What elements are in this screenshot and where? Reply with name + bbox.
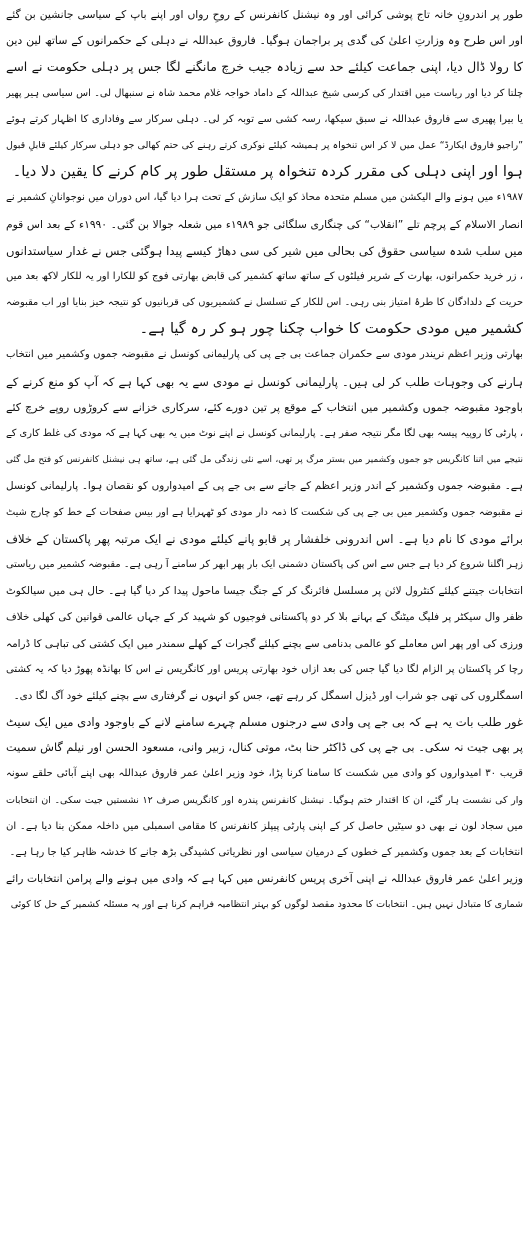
article-text-line: ہے۔ مقبوضہ جموں وکشمیر کے اندر وزیر اعظم کے جانے سے بی جے پی کے امیدواروں کو نقصان ہوا۔ پارلیمانی کونسل xyxy=(6,480,523,493)
article-text-line: یا بیرا پھیری سے فاروق عبداللہ نے سبق سیکھا، رسہ کشی سے توبہ کر لی۔ دہلی سرکار سے وفاداری کا اظہار کرتے ہوئے xyxy=(6,113,523,125)
article-body xyxy=(6,2,523,919)
article-text-line: انتخابات کے بعد جموں وکشمیر کے خطوں کے درمیان سیاسی اور نظریاتی کشیدگی بڑھ جانے کا خدشہ ظاہر کیا جا رہا ہے۔ xyxy=(9,847,523,858)
article-text-line: وار کی نشست ہار گئے، ان کا اقتدار ختم ہوگیا۔ نیشنل کانفرنس پندرہ اور کانگریس صرف ۱۲ نشستیں جیت سکی۔ ان انتخابات xyxy=(6,794,523,806)
article-text-line: برائے مودی کا نام دیا ہے۔ اس اندرونی خلفشار پر قابو پانے کیلئے مودی نے ایک مرتبہ پھر پاکستان کے خلاف xyxy=(6,531,523,546)
article-paragraph xyxy=(6,185,523,342)
article-text-line: بھارتی وزیر اعظم نریندر مودی سے حکمران جماعت بی جے پی کی پارلیمانی کونسل نے مقبوضہ جموں وکشمیر میں انتخاب xyxy=(6,349,523,361)
article-text-line: شماری کا متبادل نہیں ہیں۔ انتخابات کا محدود مقصد لوگوں کو بہتر انتظامیہ فراہم کرنا ہے اور یہ مسئلہ کشمیر کے حل کا کوئی xyxy=(10,899,523,911)
article-paragraph xyxy=(6,342,523,709)
article-text-line: قریب ۳۰ امیدواروں کو وادی میں شکست کا سامنا کرنا پڑا، خود وزیر اعلیٰ عمر فاروق عبداللہ بھی اپنے آبائی حلقے سونہ xyxy=(6,768,523,780)
article-text-line: وزیر اعلیٰ عمر فاروق عبداللہ نے اپنی آخری پریس کانفرنس میں کہا ہے کہ وادی میں ہونے والے پرامن انتخابات رائے xyxy=(6,872,523,886)
article-text-line: باوجود مقبوضہ جموں وکشمیر میں انتخاب کے موقع پر تین دورے کئے، سرکاری خزانے سے کروڑوں روپے خرچ کئے xyxy=(6,400,523,414)
article-text-line: اسمگلروں کی تھی جو شراب اور ڈیزل اسمگل کر رہے تھے، جس کو انہوں نے گرفتاری سے بچنے کیلئے خود آگ لگا دی۔ xyxy=(13,689,523,702)
article-text-line: زہر اگلنا شروع کر دیا ہے جس سے اس کی پاکستان دشمنی ایک بار پھر ابھر کر سامنے آ رہی ہے۔ مقبوضہ کشمیر میں ریاستی xyxy=(6,558,523,570)
article-text-line: ظفر وال سیکٹر پر فلیگ میٹنگ کے بہانے بلا کر دو پاکستانی فوجیوں کو شہید کر کے جہاں عالمی قوانین کی کھلی خلاف xyxy=(6,611,523,624)
article-text-line: ۱۹۸۷ء میں ہونے والے الیکشن میں مسلم متحدہ محاذ کو ایک سازش کے تحت ہرا دیا گیا، اس دوران میں نوجوانانِ کشمیر نے xyxy=(6,192,523,204)
article-text-line: نے مقبوضہ جموں وکشمیر میں بی جے پی کی شکست کا ذمہ دار مودی کو ٹھہرایا ہے اور بیس صفحات کے خط کو چارج شیٹ xyxy=(6,506,523,518)
article-text-line: رچا کر پاکستان پر الزام لگا دیا گیا جس کی بعد ازاں خود بھارتی پریس اور کانگریس نے اس کا بھانڈہ پھوڑ دیا کہ یہ کشتی xyxy=(6,663,523,675)
article-paragraph xyxy=(6,866,523,918)
article-text-line: کشمیر میں مودی حکومت کا خواب چکنا چور ہو کر رہ گیا ہے۔ xyxy=(139,320,523,338)
article-text-line: ، پارٹی کا روپیہ پیسہ بھی لگا مگر نتیجہ صفر ہے۔ پارلیمانی کونسل نے اپنے نوٹ میں یہ بھی کہا ہے کہ مودی کی غلط کاری کے xyxy=(6,428,523,439)
article-text-line: ہارنے کی وجوہات طلب کر لی ہیں۔ پارلیمانی کونسل نے مودی سے یہ بھی کہا ہے کہ آپ کو منع کرنے کے xyxy=(6,374,523,389)
article-text-line: میں سجاد لون نے بھی دو سیٹیں حاصل کر کے اپنی پارٹی پیپلز کانفرنس کا مقامی اسمبلی میں داخلہ ممکن بنا دیا ہے۔ ان xyxy=(6,820,523,832)
article-text-line: حریت کے دلدادگان کا طرۂ امتیاز بنی رہی۔ اس للکار کے تسلسل نے کشمیریوں کی قربانیوں کو نتیجہ خیز بنایا اور اب مقبوضہ xyxy=(6,297,523,309)
article-text-line: پر بھی جیت نہ سکی۔ بی جے پی کی ڈاکٹر حنا بٹ، موتی کنال، زبیر وانی، مسعود الحسن اور نیلم گاش سمیت xyxy=(6,741,523,755)
article-text-line: کا رولا ڈال دیا، اپنی جماعت کیلئے حد سے زیادہ جیب خرچ مانگنے لگا جس پر دہلی حکومت نے اسے xyxy=(6,59,523,75)
article-text-line: چلتا کر دیا اور ریاست میں اقتدار کی کرسی شیخ عبداللہ کے داماد خواجہ غلام محمد شاہ نے سنبھال لی۔ اس سیاسی ہیر پھیر xyxy=(6,87,523,99)
article-text-line: میں سلب شدہ سیاسی حقوق کی بحالی میں شیر کی سی دھاڑ کیسے پیدا ہوگئی جس نے غدار سیاستدانوں xyxy=(6,243,523,258)
article-text-line: غور طلب بات یہ ہے کہ بی جے پی وادی سے درجنوں مسلم چہرے سامنے لانے کے باوجود وادی میں ایک سیٹ xyxy=(6,715,523,730)
article-text-line: انصار الاسلام کے پرچم تلے ”انقلاب“ کی چنگاری سلگائی جو ۱۹۸۹ء میں شعلہ جوالا بن گئی۔ ۱۹۹۰ء کے بعد اس قوم xyxy=(6,217,523,231)
article-text-line: ورزی کی اور پھر اس معاملے کو عالمی بدنامی سے بچنے کیلئے گجرات کے کھلے سمندر میں ایک کشتی کی تباہی کا ڈرامہ xyxy=(6,637,523,650)
article-text-line: اور اس طرح وہ وزارتِ اعلیٰ کی گدی پر براجمان ہوگیا۔ فاروق عبداللہ نے دہلی کے حکمرانوں کے ساتھ لین دین xyxy=(6,34,523,48)
article-text-line: ”راجیو فاروق ایکارڈ“ عمل میں لا کر اس تنخواہ پر ہمیشہ کیلئے نوکری کرتے رہنے کی حتم کھالی جو دہلی سرکار کیلئے قابلِ قبول xyxy=(6,139,523,151)
article-paragraph xyxy=(6,709,523,866)
article-text-line: ہوا اور اپنی دہلی کی مقرر کردہ تنخواہ پر مستقل طور پر کام کرنے کا یقین دلا دیا۔ xyxy=(12,163,523,181)
article-text-line: طور پر اندرونِ خانہ تاج پوشی کرائی اور وہ نیشنل کانفرنس کے روحِ رواں اور اپنے باپ کے سیاسی جانشین بن گئے xyxy=(6,8,523,21)
article-text-line: ، زر خرید حکمرانوں، بھارت کے شریر فیلٹوں کے ساتھ ساتھ کشمیر کی قابض بھارتی فوج کو للکارا اور یہ للکار لاکھ بعد میں xyxy=(6,270,523,282)
article-paragraph xyxy=(6,2,523,185)
article-text-line: انتخابات جیتنے کیلئے کنٹرول لائن پر مسلسل فائرنگ کر کے جنگ جیسا ماحول پیدا کر دیا گیا ہے۔ حال ہی میں سیالکوٹ xyxy=(6,585,523,598)
article-text-line: نتیجے میں اتنا کانگریس جو جموں وکشمیر میں بستر مرگ پر تھی، اسے نئی زندگی مل گئی ہے، ساتھ ہی نیشنل کانفرنس کو فتح مل گئی xyxy=(6,455,523,466)
